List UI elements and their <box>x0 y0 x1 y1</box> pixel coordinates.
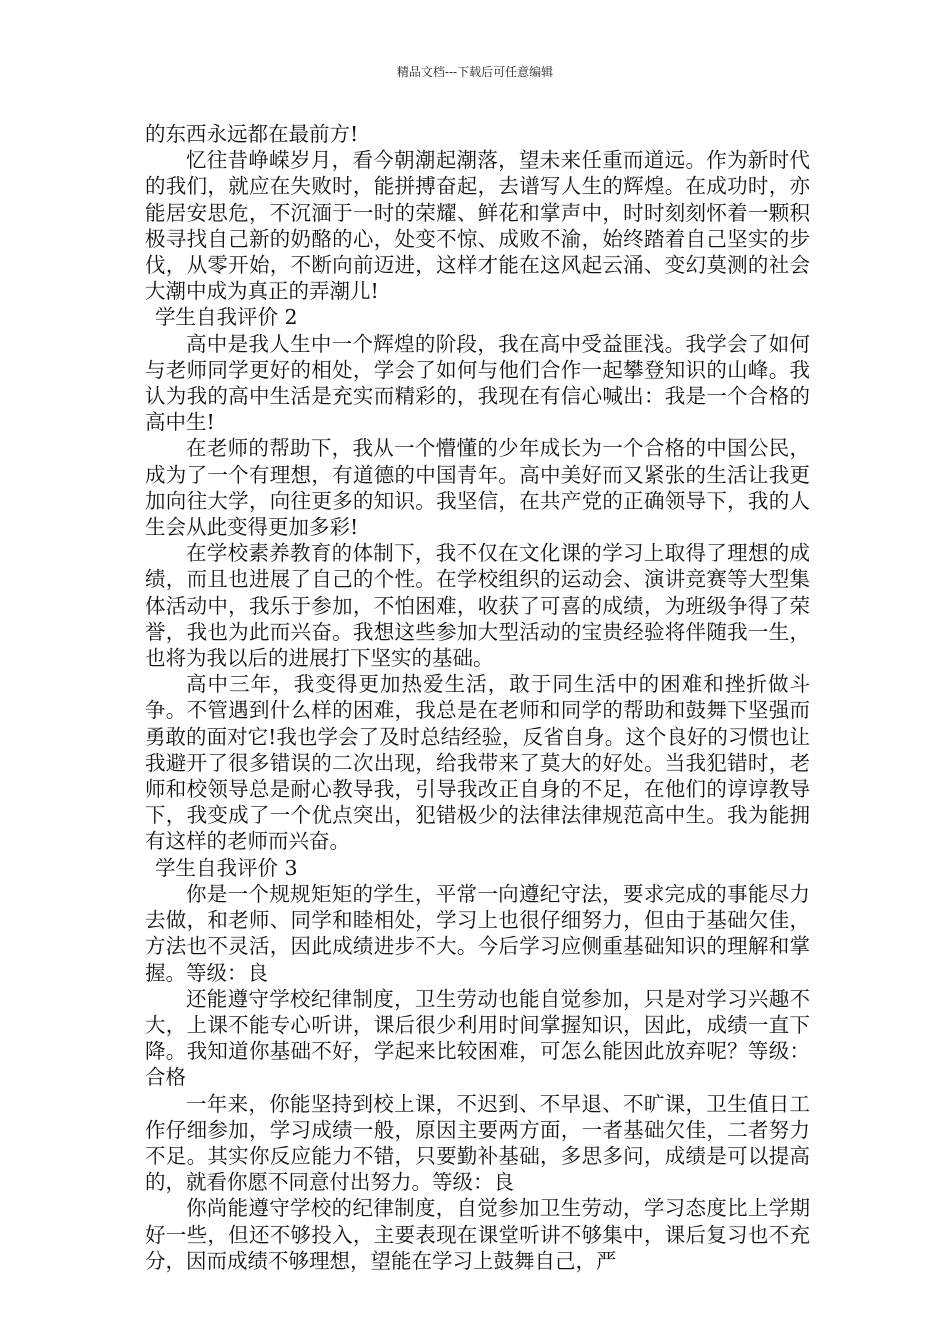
paragraph: 你尚能遵守学校的纪律制度，自觉参加卫生劳动，学习态度比上学期好一些，但还不够投入，主要表现在课堂听讲不够集中，课后复习也不充分，因而成绩不够理想，望能在学习上鼓舞自己，严 <box>145 1196 810 1273</box>
paragraph: 忆往昔峥嵘岁月，看今朝潮起潮落，望未来任重而道远。作为新时代的我们，就应在失败时，能拼搏奋起，去谱写人生的辉煌。在成功时，亦能居安思危，不沉湎于一时的荣耀、鲜花和掌声中，时时刻刻怀着一颗积极寻找自己新的奶酪的心，处变不惊、成败不渝，始终踏着自己坚实的步伐，从零开始，不断向前迈进，这样才能在这风起云涌、变幻莫测的社会大潮中成为真正的弄潮儿! <box>145 148 810 304</box>
paragraph: 的东西永远都在最前方! <box>145 122 359 146</box>
paragraph: 高中是我人生中一个辉煌的阶段，我在高中受益匪浅。我学会了如何与老师同学更好的相处，学会了如何与他们合作一起攀登知识的山峰。我认为我的高中生活是充实而精彩的，我现在有信心喊出：我是一个合格的高中生! <box>145 331 810 435</box>
section-heading: 学生自我评价 3 <box>155 855 298 880</box>
document-body <box>145 121 810 1274</box>
paragraph: 还能遵守学校纪律制度，卫生劳动也能自觉参加，只是对学习兴趣不大，上课不能专心听讲，课后很少利用时间掌握知识，因此，成绩一直下降。我知道你基础不好，学起来比较困难，可怎么能因此放弃呢？等级：合格 <box>145 986 810 1090</box>
paragraph: 在老师的帮助下，我从一个懵懂的少年成长为一个合格的中国公民，成为了一个有理想，有道德的中国青年。高中美好而又紧张的生活让我更加向往大学，向往更多的知识。我坚信，在共产党的正确领导下，我的人生会从此变得更加多彩! <box>145 436 810 540</box>
paragraph: 一年来，你能坚持到校上课，不迟到、不早退、不旷课，卫生值日工作仔细参加，学习成绩一般，原因主要两方面，一者基础欠佳，二者努力不足。其实你反应能力不错，只要勤补基础，多思多问，成绩是可以提高的，就看你愿不同意付出努力。等级：良 <box>145 1091 810 1195</box>
page-header: 精品文档---下载后可任意编辑 <box>396 65 554 79</box>
paragraph: 在学校素养教育的体制下，我不仅在文化课的学习上取得了理想的成绩，而且也进展了自己的个性。在学校组织的运动会、演讲竞赛等大型集体活动中，我乐于参加，不怕困难，收获了可喜的成绩，为班级争得了荣誉，我也为此而兴奋。我想这些参加大型活动的宝贵经验将伴随我一生，也将为我以后的进展打下坚实的基础。 <box>145 541 810 671</box>
paragraph: 高中三年，我变得更加热爱生活，敢于同生活中的困难和挫折做斗争。不管遇到什么样的困难，我总是在老师和同学的帮助和鼓舞下坚强而勇敢的面对它!我也学会了及时总结经验，反省自身。这个良好的习惯也让我避开了很多错误的二次出现，给我带来了莫大的好处。当我犯错时，老师和校领导总是耐心教导我，引导我改正自身的不足，在他们的谆谆教导下，我变成了一个优点突出，犯错极少的法律法律规范高中生。我为能拥有这样的老师而兴奋。 <box>145 672 810 854</box>
section-heading: 学生自我评价 2 <box>155 305 298 330</box>
paragraph: 你是一个规规矩矩的学生，平常一向遵纪守法，要求完成的事能尽力去做，和老师、同学和睦相处，学习上也很仔细努力，但由于基础欠佳，方法也不灵活，因此成绩进步不大。今后学习应侧重基础知识的理解和掌握。等级：良 <box>145 881 810 985</box>
